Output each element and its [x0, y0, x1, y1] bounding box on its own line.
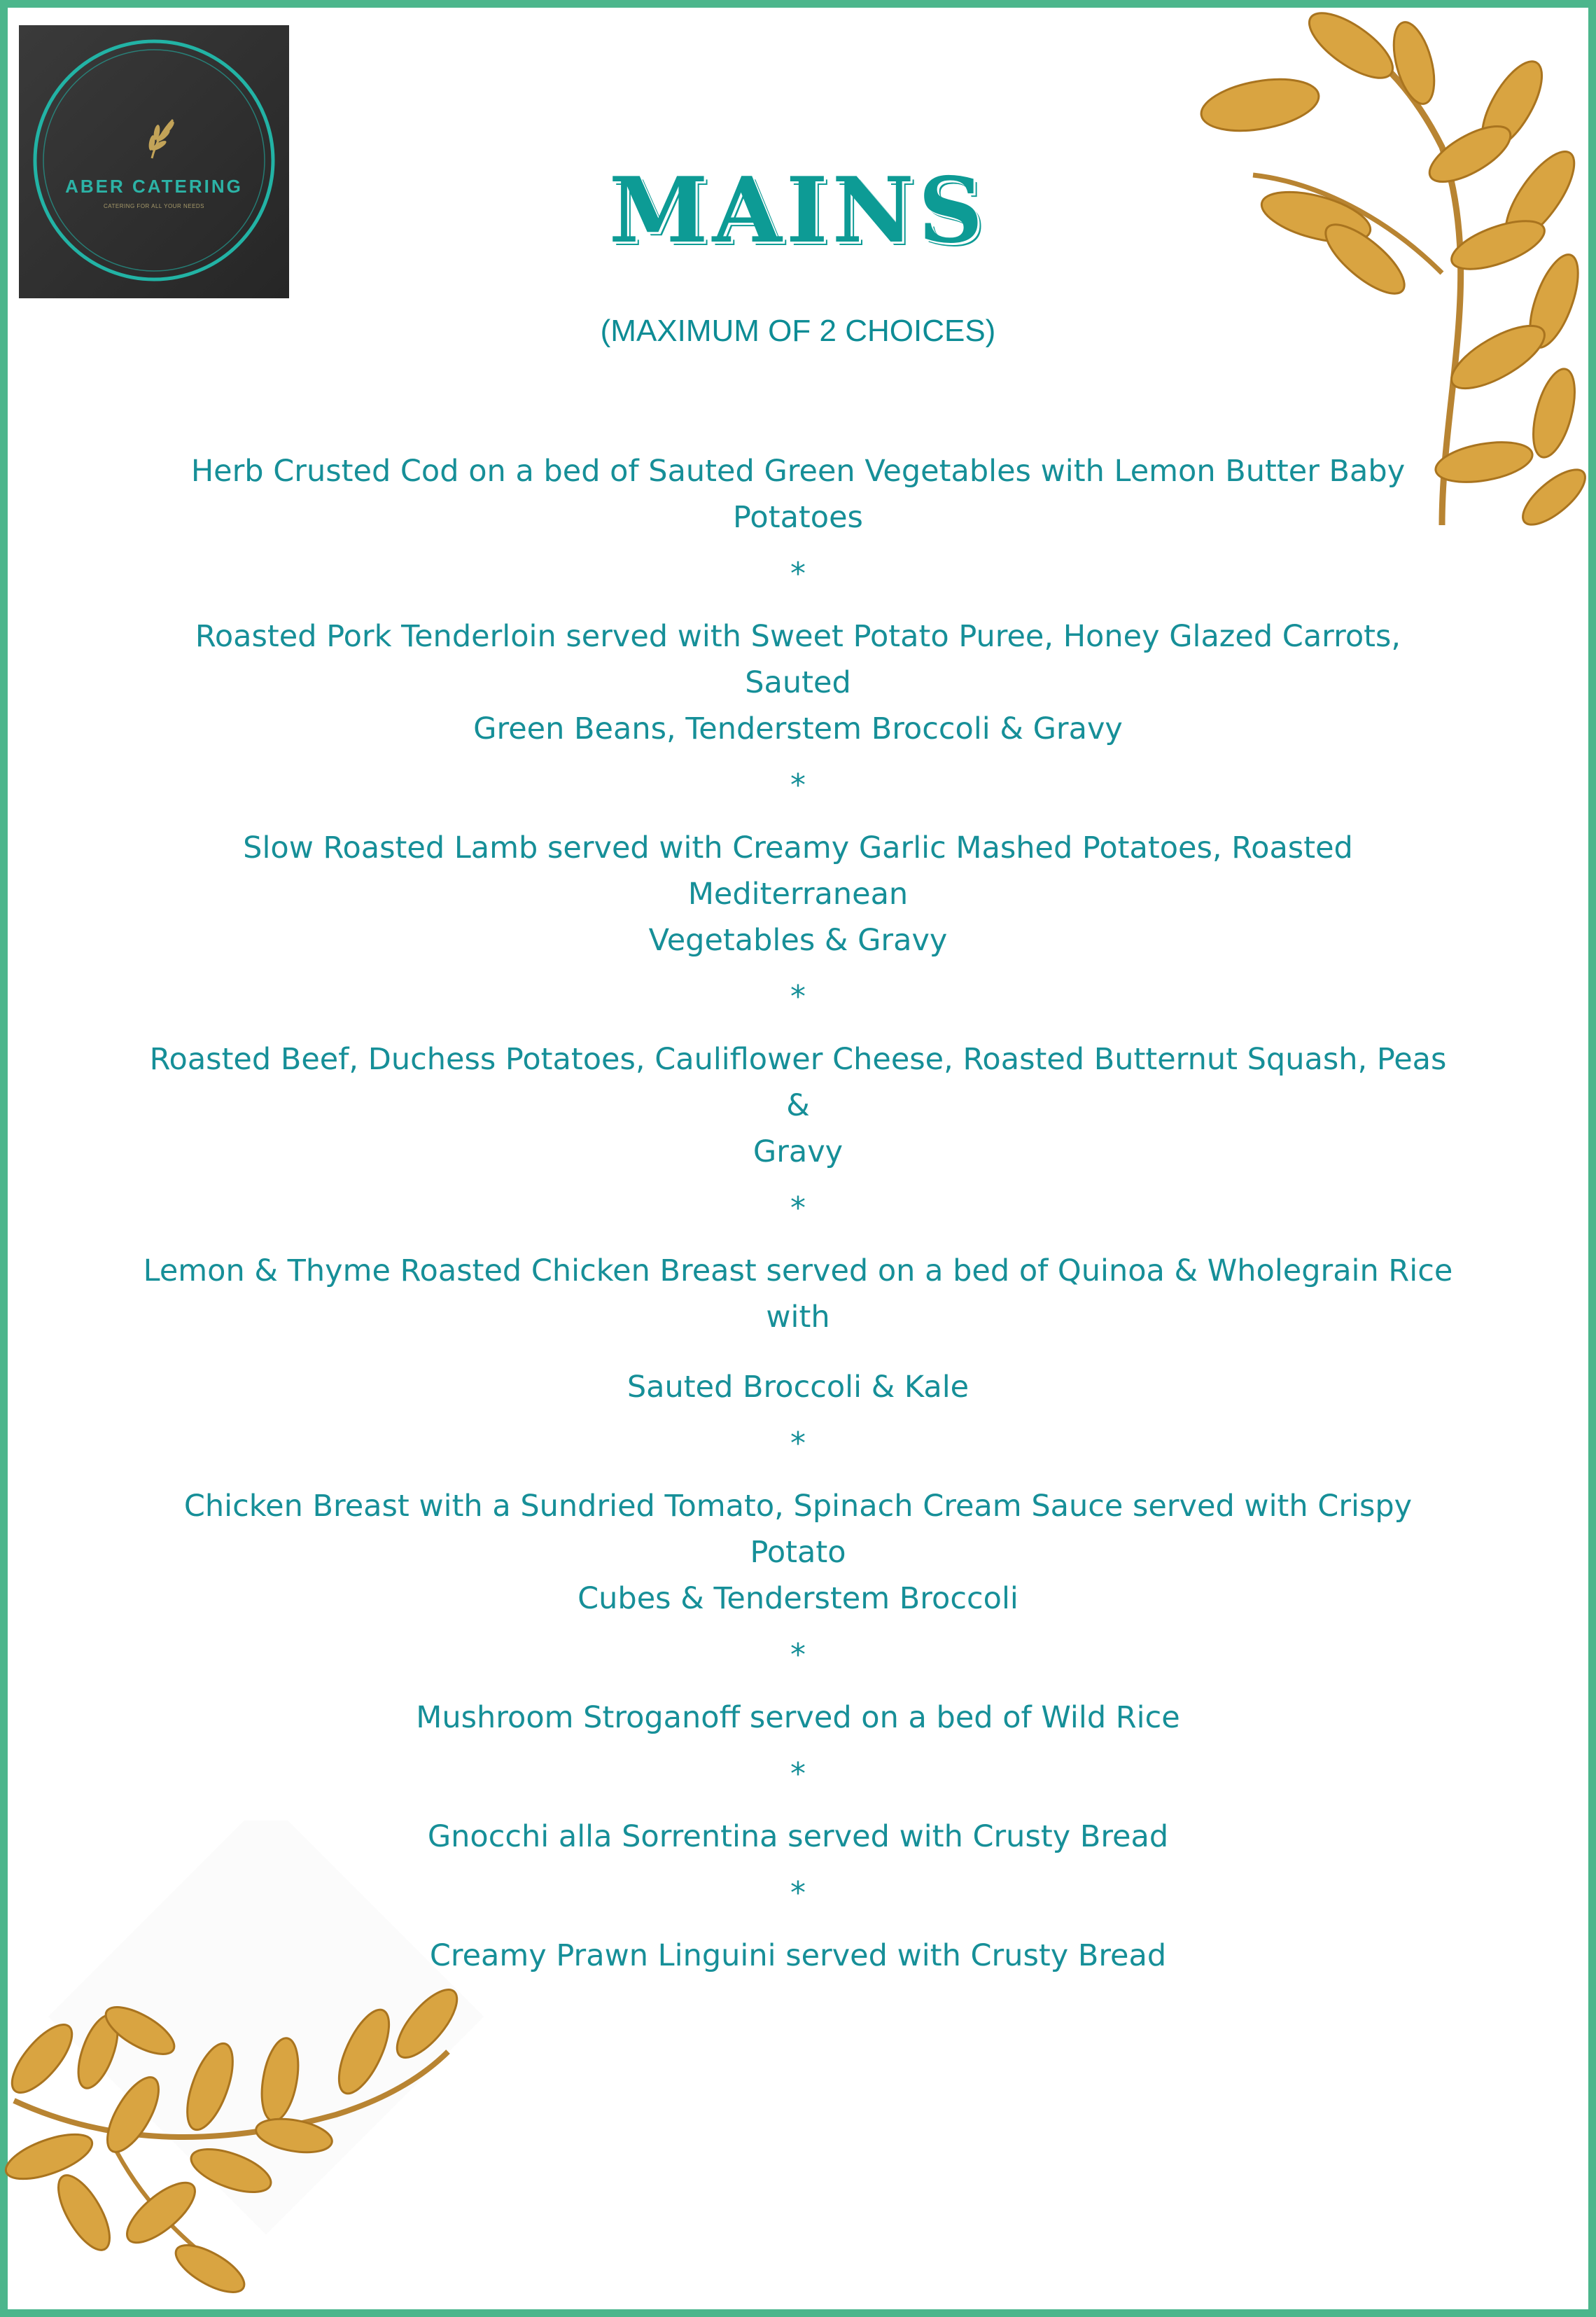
dish-text: Herb Crusted Cod on a bed of Sauted Green Vegetables with Lemon Butter Baby Potatoes [190, 454, 1406, 535]
separator-asterisk: * [790, 1756, 806, 1792]
separator-asterisk: * [790, 979, 806, 1015]
dish-item [140, 1036, 1456, 1175]
dish-text: Cubes & Tenderstem Broccoli [578, 1581, 1018, 1616]
dish-item [140, 448, 1456, 541]
dish-item [140, 613, 1456, 752]
mains-menu [140, 448, 1456, 1979]
dish-text: Green Beans, Tenderstem Broccoli & Gravy [473, 711, 1123, 746]
separator-asterisk: * [790, 1875, 806, 1911]
separator-asterisk: * [790, 767, 806, 803]
dish-item [140, 1248, 1456, 1410]
separator-asterisk: * [790, 1426, 806, 1461]
page-title: MAINS [608, 158, 988, 263]
dish-text: Sauted Broccoli & Kale [626, 1370, 969, 1405]
dish-text: Mushroom Stroganoff served on a bed of Wild Rice [416, 1700, 1180, 1735]
separator-asterisk: * [790, 1637, 806, 1673]
dish-text: Roasted Beef, Duchess Potatoes, Cauliflower Cheese, Roasted Butternut Squash, Peas & [149, 1042, 1447, 1123]
dish-text: Lemon & Thyme Roasted Chicken Breast served on a bed of Quinoa & Wholegrain Rice with [143, 1253, 1453, 1335]
separator-asterisk: * [790, 1190, 806, 1226]
logo-tagline: CATERING FOR ALL YOUR NEEDS [103, 203, 205, 209]
dish-item [140, 1814, 1456, 1860]
choices-note: (MAXIMUM OF 2 CHOICES) [600, 314, 996, 348]
dish-text: Slow Roasted Lamb served with Creamy Garlic Mashed Potatoes, Roasted Mediterranean [243, 830, 1353, 912]
dish-text: Vegetables & Gravy [648, 923, 948, 958]
dish-text: Gravy [752, 1134, 844, 1169]
dish-text: Gnocchi alla Sorrentina served with Crusty Bread [427, 1819, 1169, 1854]
dish-item [140, 1933, 1456, 1979]
dish-item [140, 1695, 1456, 1741]
dish-item [140, 1483, 1456, 1622]
separator-asterisk: * [790, 556, 806, 592]
dish-text: Chicken Breast with a Sundried Tomato, Spinach Cream Sauce served with Crispy Potato [183, 1489, 1413, 1570]
dish-text: Roasted Pork Tenderloin served with Sweet Potato Puree, Honey Glazed Carrots, Sauted [195, 619, 1401, 700]
logo-text: ABER CATERING [65, 176, 243, 197]
dish-text: Creamy Prawn Linguini served with Crusty Bread [429, 1938, 1167, 1973]
dish-item [140, 825, 1456, 963]
